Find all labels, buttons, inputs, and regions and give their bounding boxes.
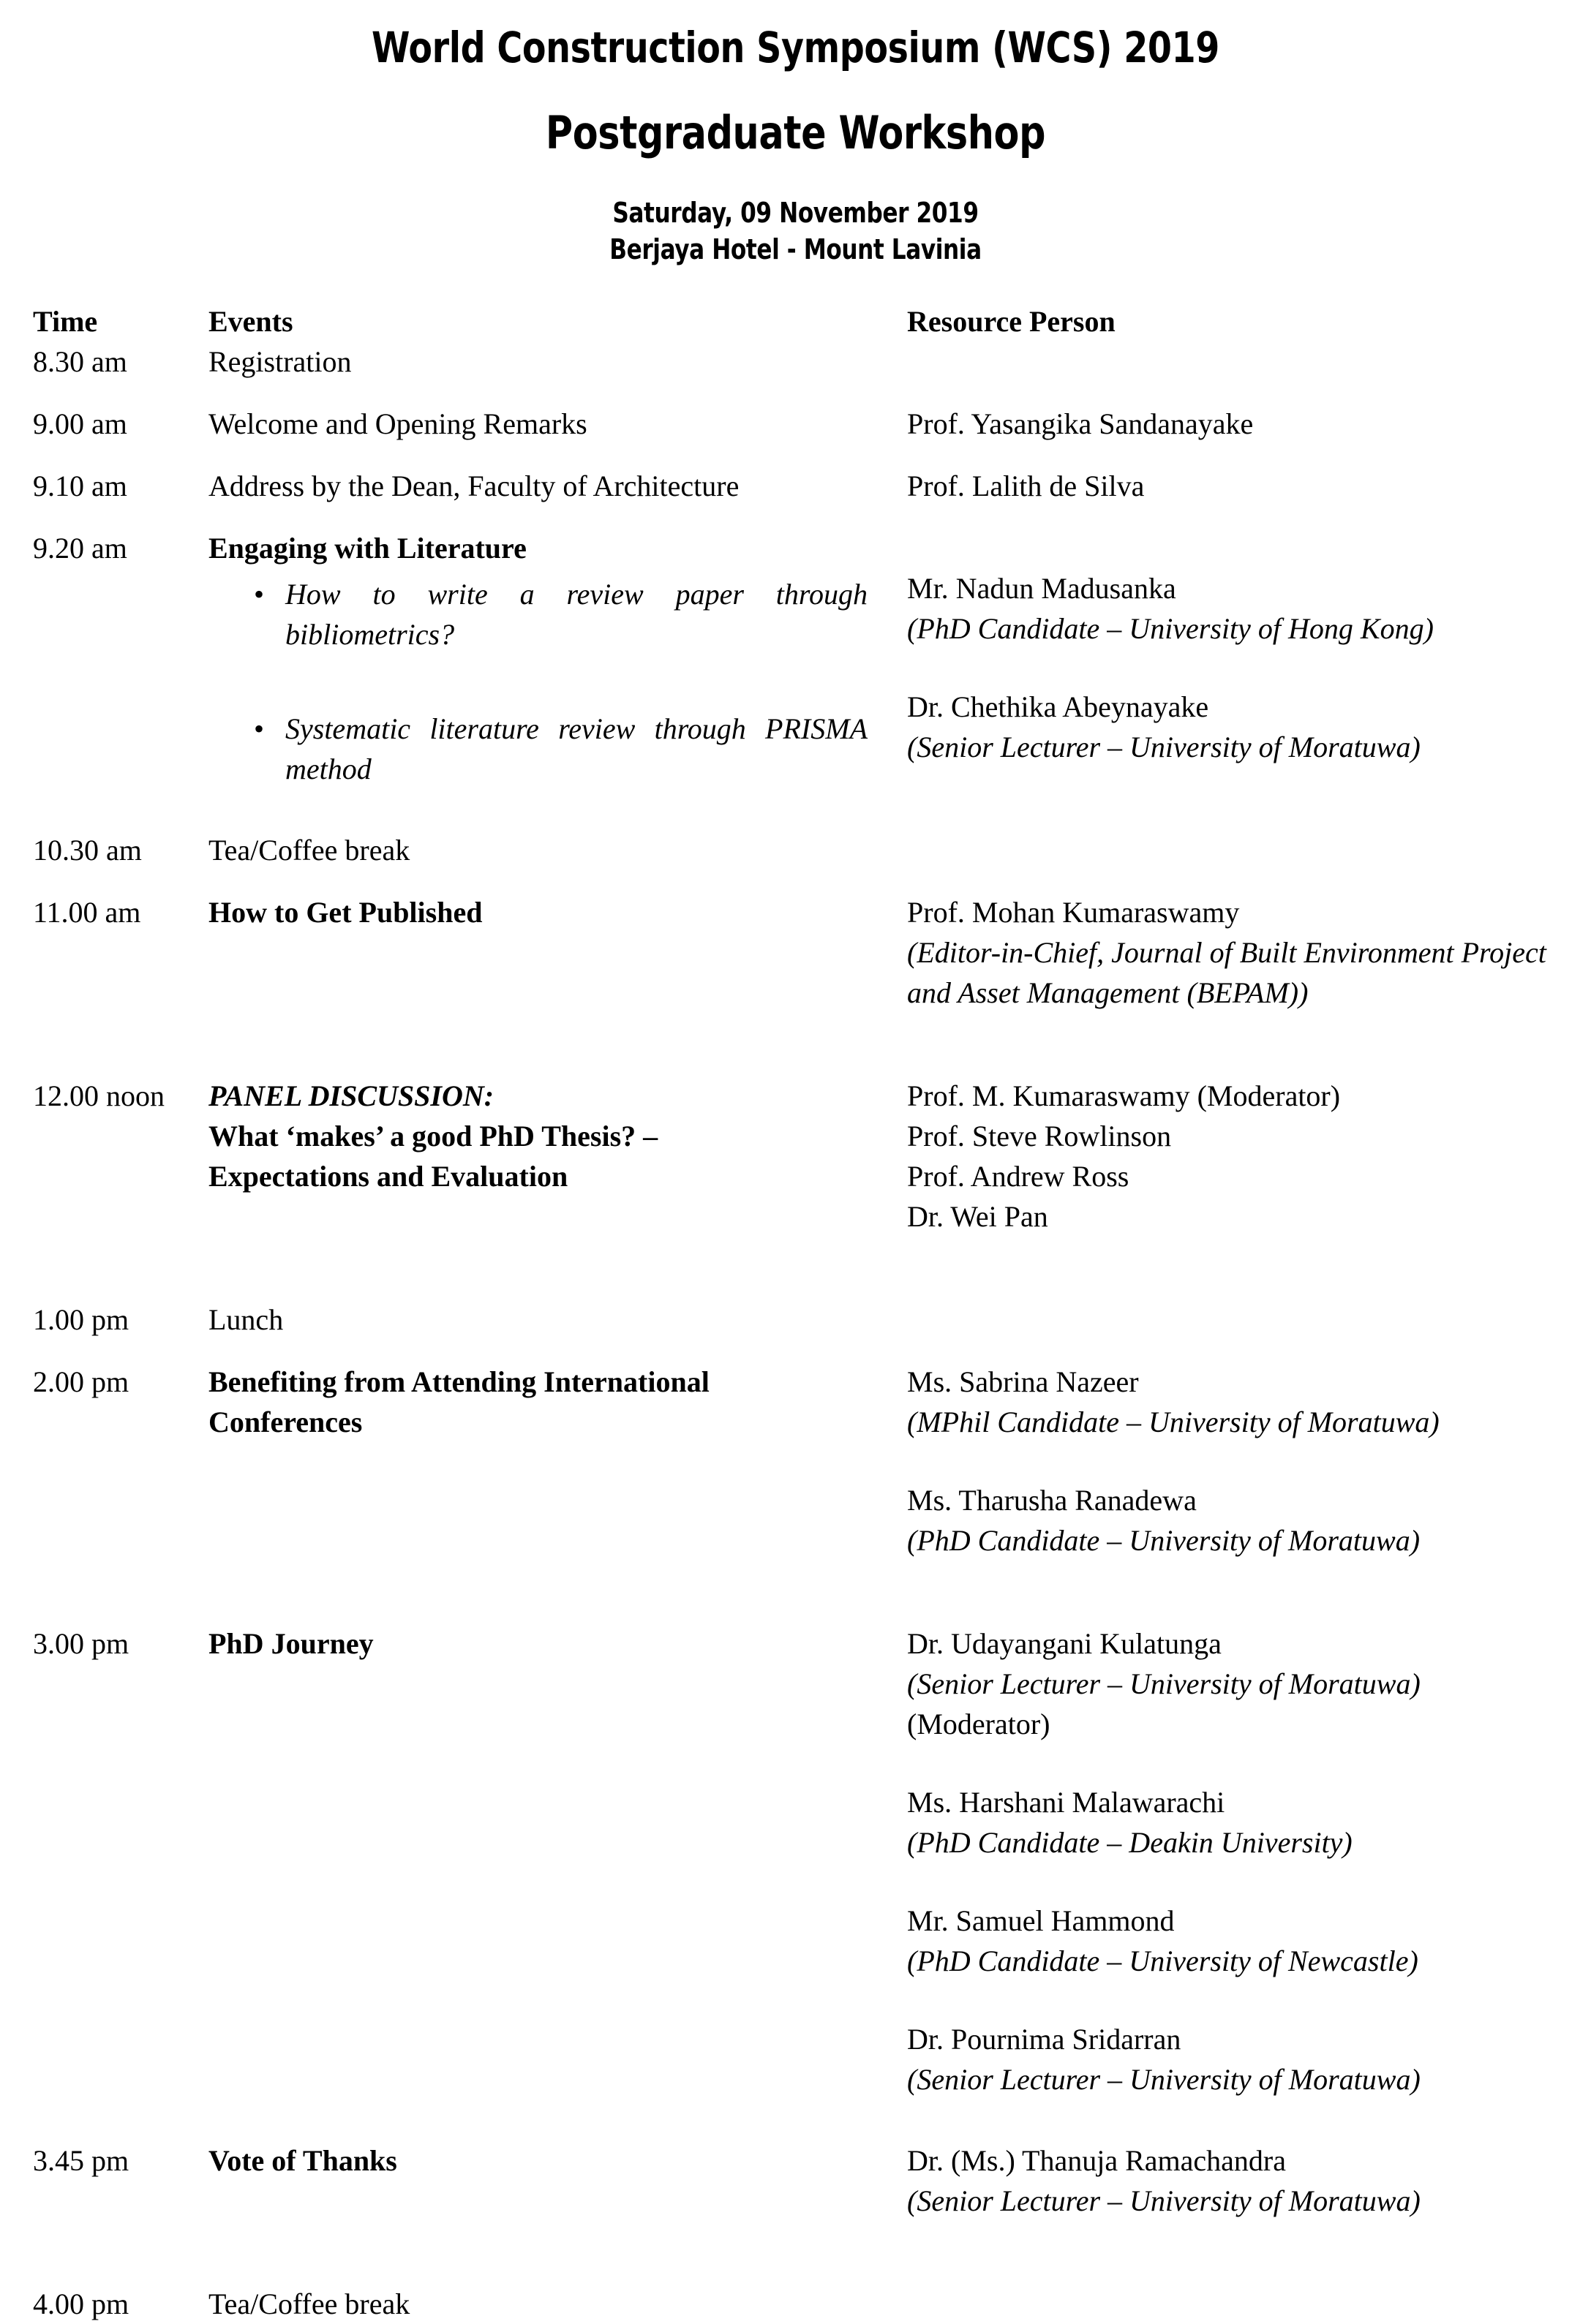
row-time: 10.30 am (33, 834, 142, 867)
page-title: World Construction Symposium (WCS) 2019 (372, 23, 1219, 72)
table-row (0, 892, 1591, 1013)
row-resource-group (907, 528, 1591, 767)
resource-person (907, 568, 1562, 649)
row-spacer (0, 1561, 1591, 1623)
panel-line-2: Expectations and Evaluation (208, 1160, 568, 1193)
row-resource: Prof. Lalith de Silva (907, 469, 1145, 502)
event-venue: Berjaya Hotel - Mount Lavinia (609, 233, 982, 265)
row-event: PhD Journey (208, 1627, 374, 1660)
person-name: Dr. Chethika Abeynayake (907, 690, 1209, 723)
table-row (0, 2140, 1591, 2221)
row-spacer (0, 506, 1591, 528)
resource-spacer (907, 649, 1562, 687)
bullet-icon: • (254, 578, 265, 611)
panelist: Prof. Andrew Ross (907, 1160, 1129, 1193)
person-name: Dr. Pournima Sridarran (907, 2023, 1181, 2056)
row-time: 4.00 pm (33, 2287, 129, 2320)
panelist: Prof. Steve Rowlinson (907, 1120, 1172, 1152)
row-event-group (208, 1076, 907, 1196)
person-role: (Senior Lecturer – University of Moratuwa) (907, 731, 1421, 763)
row-spacer (0, 2221, 1591, 2284)
table-row (0, 830, 1591, 870)
person-role: (MPhil Candidate – University of Moratuwa) (907, 1406, 1440, 1438)
table-row (0, 1362, 1591, 1561)
person-name: Prof. Mohan Kumaraswamy (907, 896, 1240, 929)
row-event: How to Get Published (208, 896, 483, 929)
row-event: Welcome and Opening Remarks (208, 407, 587, 440)
column-header-resource: Resource Person (907, 305, 1116, 338)
resource-spacer (907, 1744, 1562, 1782)
row-time: 2.00 pm (33, 1365, 129, 1398)
person-name: Ms. Harshani Malawarachi (907, 1786, 1225, 1819)
row-time: 12.00 noon (33, 1079, 165, 1112)
row-time: 3.45 pm (33, 2144, 129, 2177)
row-time: 8.30 am (33, 345, 127, 378)
row-event: Vote of Thanks (208, 2144, 397, 2177)
resource-person (907, 2140, 1562, 2221)
resource-person (907, 1782, 1562, 1863)
table-row (0, 404, 1591, 444)
row-resource-group (907, 1362, 1591, 1561)
table-row (0, 528, 1591, 789)
resource-person (907, 2019, 1562, 2099)
resource-person (907, 892, 1562, 1013)
row-time: 9.00 am (33, 407, 127, 440)
row-resource-group (907, 1623, 1591, 2099)
row-spacer (0, 2099, 1591, 2140)
resource-person (907, 1623, 1562, 1744)
row-resource-group (907, 892, 1591, 1013)
row-event: Benefiting from Attending International Conferences (208, 1365, 710, 1438)
row-time: 3.00 pm (33, 1627, 129, 1660)
page-subtitle: Postgraduate Workshop (545, 106, 1046, 159)
event-date: Saturday, 09 November 2019 (612, 197, 979, 229)
row-time: 11.00 am (33, 896, 141, 929)
person-name: Ms. Sabrina Nazeer (907, 1365, 1139, 1398)
event-bullet-list (208, 574, 870, 789)
resource-spacer (907, 1981, 1562, 2019)
panel-heading: PANEL DISCUSSION: (208, 1079, 494, 1112)
row-spacer (0, 382, 1591, 404)
row-spacer (0, 444, 1591, 466)
row-spacer (0, 1237, 1591, 1299)
row-resource-group (907, 2140, 1591, 2221)
list-item-label: How to write a review paper through bibliometrics? (285, 578, 868, 651)
table-row (0, 466, 1591, 506)
panelist: Prof. M. Kumaraswamy (Moderator) (907, 1079, 1341, 1112)
column-header-events: Events (208, 305, 293, 338)
person-role: (PhD Candidate – University of Moratuwa) (907, 1524, 1421, 1557)
list-item-label: Systematic literature review through PRISMA method (285, 712, 868, 785)
resource-person (907, 1480, 1562, 1561)
resource-spacer (907, 1442, 1562, 1480)
person-role: (Senior Lecturer – University of Moratuwa) (907, 2184, 1421, 2217)
person-role: (PhD Candidate – University of Newcastle) (907, 1944, 1418, 1977)
row-event: Lunch (208, 1303, 284, 1336)
person-role: (Editor-in-Chief, Journal of Built Environment Project and Asset Management (BEPAM)) (907, 936, 1546, 1009)
row-resource-group (907, 1076, 1591, 1237)
column-header-time: Time (33, 305, 98, 338)
person-role: (Senior Lecturer – University of Moratuwa) (907, 1667, 1421, 1700)
row-spacer (0, 1340, 1591, 1362)
row-event-title: Engaging with Literature (208, 532, 527, 565)
row-event: Address by the Dean, Faculty of Architecture (208, 469, 740, 502)
resource-person (907, 687, 1562, 767)
table-row (0, 1076, 1591, 1237)
person-role: (Senior Lecturer – University of Moratuwa) (907, 2063, 1421, 2096)
table-row (0, 1299, 1591, 1340)
table-row (0, 342, 1591, 382)
list-item (208, 574, 870, 654)
person-name: Dr. Udayangani Kulatunga (907, 1627, 1222, 1660)
table-row (0, 2284, 1591, 2324)
person-name: Ms. Tharusha Ranadewa (907, 1484, 1197, 1517)
row-time: 1.00 pm (33, 1303, 129, 1336)
person-name: Mr. Nadun Madusanka (907, 572, 1176, 605)
row-event: Tea/Coffee break (208, 2287, 410, 2320)
row-spacer (0, 1013, 1591, 1076)
row-event: Tea/Coffee break (208, 834, 410, 867)
row-event: Registration (208, 345, 352, 378)
list-item (208, 709, 870, 789)
person-role: (PhD Candidate – University of Hong Kong) (907, 612, 1434, 645)
table-header-row (0, 301, 1591, 342)
resource-spacer (907, 1863, 1562, 1901)
row-spacer (0, 870, 1591, 892)
bullet-icon: • (254, 712, 265, 745)
table-row (0, 1623, 1591, 2099)
resource-person (907, 1901, 1562, 1981)
row-time: 9.20 am (33, 532, 127, 565)
person-name: Mr. Samuel Hammond (907, 1904, 1175, 1937)
row-event-group (208, 528, 907, 789)
agenda-table (0, 301, 1591, 2324)
panelist: Dr. Wei Pan (907, 1200, 1048, 1233)
row-spacer (0, 789, 1591, 830)
resource-spacer (907, 528, 1562, 568)
row-time: 9.10 am (33, 469, 127, 502)
person-name: Dr. (Ms.) Thanuja Ramachandra (907, 2144, 1286, 2177)
panel-line-1: What ‘makes’ a good PhD Thesis? – (208, 1120, 658, 1152)
person-note: (Moderator) (907, 1708, 1050, 1740)
person-role: (PhD Candidate – Deakin University) (907, 1826, 1353, 1859)
row-resource: Prof. Yasangika Sandanayake (907, 407, 1254, 440)
document-header (0, 0, 1591, 268)
resource-person (907, 1362, 1562, 1442)
